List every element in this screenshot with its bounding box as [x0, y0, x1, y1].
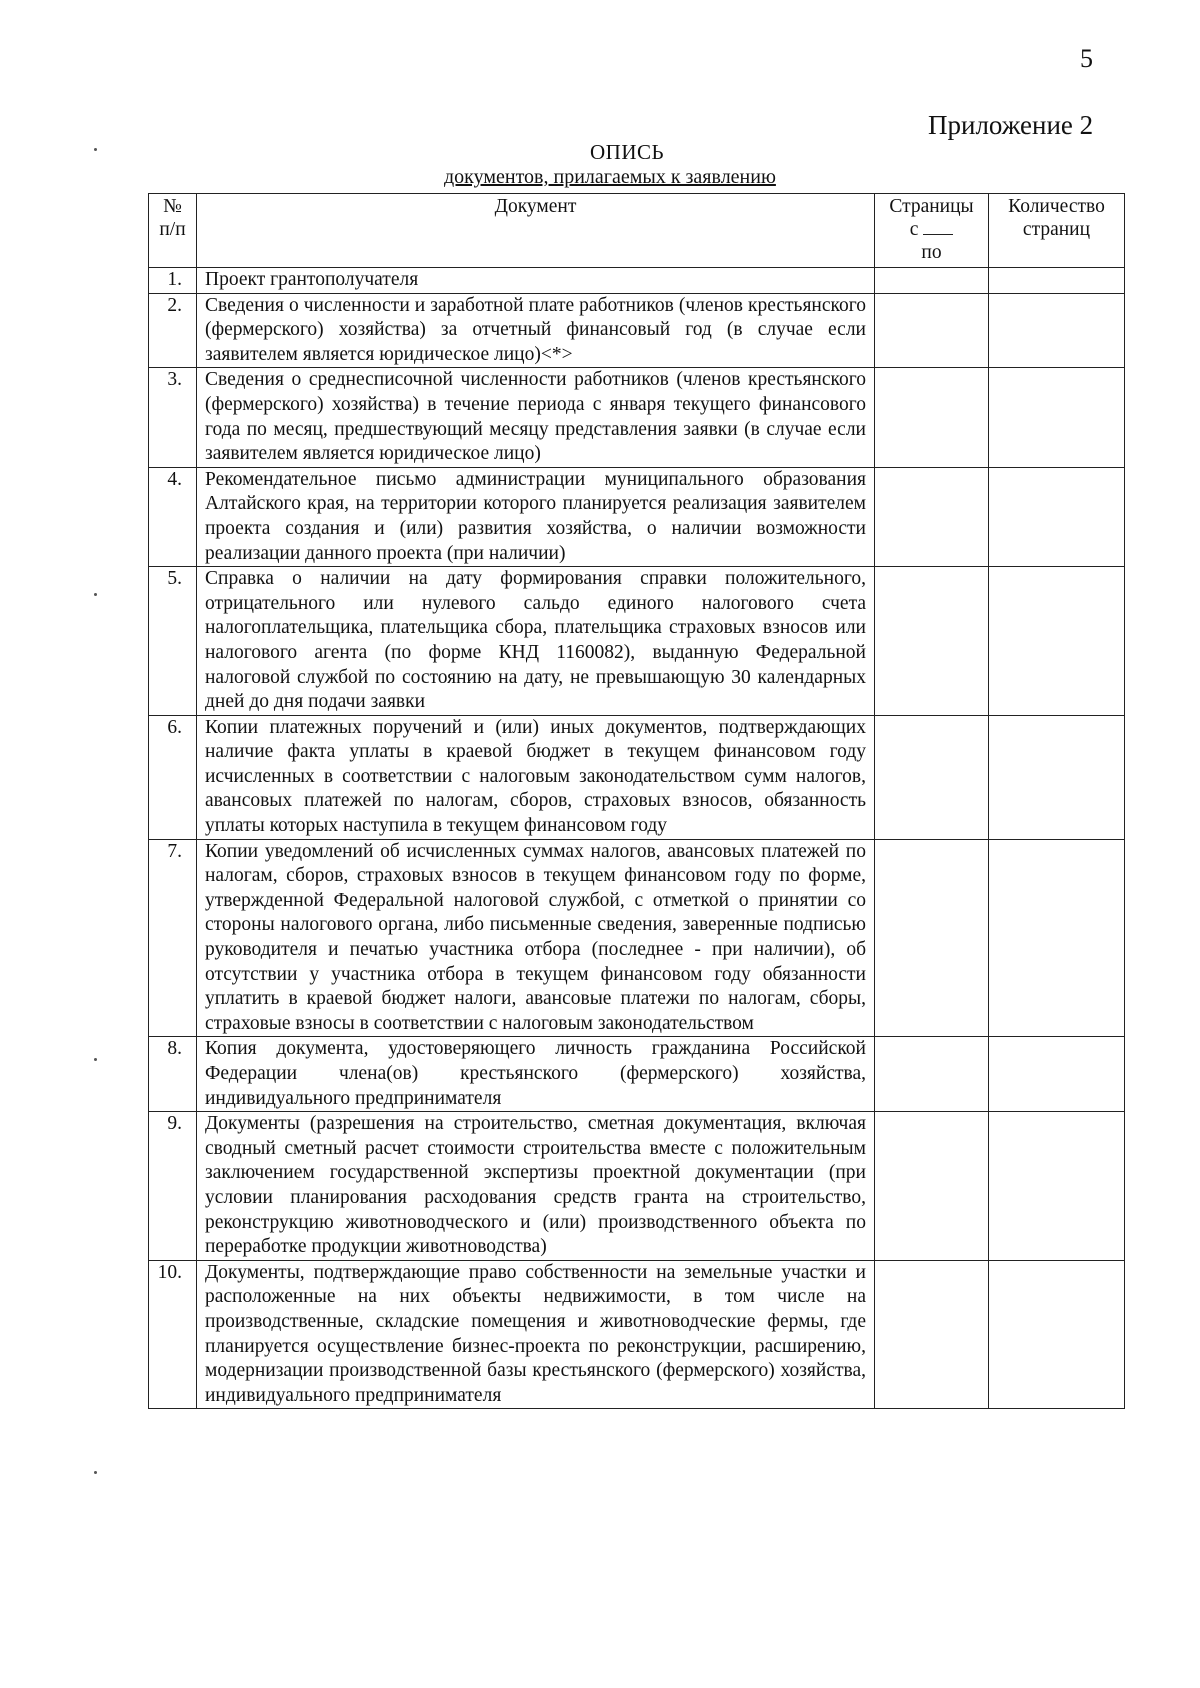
appendix-label: Приложение 2 — [928, 110, 1094, 140]
header-number-symbol: № — [163, 196, 182, 217]
row-number: 5. — [149, 567, 197, 716]
row-pages-cell[interactable] — [875, 467, 989, 566]
row-number: 3. — [149, 368, 197, 467]
row-document: Документы, подтверждающие право собственности на земельные участки и расположенные на них объекты недвижимости, в том числе на производственные, складские помещения и животноводческие фермы, где планируется осуществление бизнес-проекта по реконструкции, расширению, модернизации производственной базы крестьянского (фермерского) хозяйства, индивидуального предпринимателя — [197, 1260, 875, 1409]
row-page-count-cell[interactable] — [989, 1260, 1125, 1409]
document-title: ОПИСЬ — [590, 140, 665, 164]
table-row — [149, 839, 1125, 1037]
row-pages-cell[interactable] — [875, 1260, 989, 1409]
row-pages-cell[interactable] — [875, 293, 989, 368]
row-number: 7. — [149, 839, 197, 1037]
scan-speck — [94, 1058, 97, 1061]
row-page-count-cell[interactable] — [989, 715, 1125, 839]
scan-speck — [94, 1471, 97, 1474]
table-row — [149, 368, 1125, 467]
table-row — [149, 467, 1125, 566]
row-document: Копии платежных поручений и (или) иных документов, подтверждающих наличие факта уплаты в краевой бюджет в текущем финансовом году исчисленных в соответствии с налоговым законодательством сумм налогов, авансовых платежей по налогам, сборов, страховых взносов, обязанность уплаты которых наступила в текущем финансовом году — [197, 715, 875, 839]
blank-line — [923, 220, 953, 235]
table-row — [149, 715, 1125, 839]
header-number-abbrev: п/п — [159, 219, 186, 240]
row-document: Сведения о численности и заработной плате работников (членов крестьянского (фермерского) хозяйства) за отчетный финансовый год (в случае если заявителем является юридическое лицо)<*> — [197, 293, 875, 368]
row-document: Документы (разрешения на строительство, сметная документация, включая сводный сметный расчет стоимости строительства вместе с положительным заключением государственной экспертизы проектной документации (при условии планирования расходования средств гранта на строительство, реконструкцию животноводческого и (или) производственного объекта по переработке продукции животноводства) — [197, 1112, 875, 1261]
row-pages-cell[interactable] — [875, 567, 989, 716]
row-page-count-cell[interactable] — [989, 567, 1125, 716]
table-row — [149, 567, 1125, 716]
row-number: 4. — [149, 467, 197, 566]
table-body — [149, 268, 1125, 1409]
header-pages-label: Страницы — [889, 196, 974, 217]
table-header-row — [149, 194, 1125, 268]
header-pages-to: по — [921, 242, 942, 263]
row-page-count-cell[interactable] — [989, 839, 1125, 1037]
header-number — [149, 194, 197, 268]
row-number: 6. — [149, 715, 197, 839]
row-document: Рекомендательное письмо администрации муниципального образования Алтайского края, на территории которого планируется реализация заявителем проекта создания и (или) развития хозяйства, о наличии возможности реализации данного проекта (при наличии) — [197, 467, 875, 566]
row-document: Копии уведомлений об исчисленных суммах налогов, авансовых платежей по налогам, сборов, страховых взносов в текущем финансовом году по форме, утвержденной Федеральной налоговой службой, с отметкой о принятии со стороны налогового органа, либо письменные сведения, заверенные подписью руководителя и печатью участника отбора (последнее - при наличии), об отсутствии у участника отбора в текущем финансовом году обязанности уплатить в краевой бюджет налоги, авансовые платежи по налогам, сборы, страховые взносы в соответствии с налоговым законодательством — [197, 839, 875, 1037]
header-count-line1: Количество — [1008, 196, 1105, 217]
inventory-table — [148, 193, 1125, 1409]
row-pages-cell[interactable] — [875, 839, 989, 1037]
document-subtitle: документов, прилагаемых к заявлению — [444, 166, 776, 188]
header-count-line2: страниц — [1022, 219, 1091, 240]
row-pages-cell[interactable] — [875, 1112, 989, 1261]
row-document: Проект грантополучателя — [197, 268, 875, 294]
row-pages-cell[interactable] — [875, 715, 989, 839]
header-pages — [875, 194, 989, 268]
row-number: 8. — [149, 1037, 197, 1112]
row-document: Сведения о среднесписочной численности работников (членов крестьянского (фермерского) хозяйства) в течение периода с января текущего финансового года по месяц, предшествующий месяцу представления заявки (в случае если заявителем является юридическое лицо) — [197, 368, 875, 467]
row-number: 1. — [149, 268, 197, 294]
scan-speck — [94, 593, 97, 596]
table-row — [149, 293, 1125, 368]
header-pages-from — [875, 218, 988, 241]
page-number: 5 — [1080, 44, 1093, 73]
row-page-count-cell[interactable] — [989, 368, 1125, 467]
row-page-count-cell[interactable] — [989, 268, 1125, 294]
row-number: 9. — [149, 1112, 197, 1261]
table-row — [149, 268, 1125, 294]
header-pages-from-label: с — [909, 219, 919, 240]
header-page-count — [989, 194, 1125, 268]
row-number: 2. — [149, 293, 197, 368]
row-page-count-cell[interactable] — [989, 1037, 1125, 1112]
header-document: Документ — [197, 194, 875, 268]
table-row — [149, 1260, 1125, 1409]
row-document: Справка о наличии на дату формирования справки положительного, отрицательного или нулевого сальдо единого налогового счета налогоплательщика, плательщика сбора, плательщика страховых взносов или налогового агента (по форме КНД 1160082), выданную Федеральной налоговой службой по состоянию на дату, не превышающую 30 календарных дней до дня подачи заявки — [197, 567, 875, 716]
row-pages-cell[interactable] — [875, 368, 989, 467]
row-pages-cell[interactable] — [875, 268, 989, 294]
table-row — [149, 1037, 1125, 1112]
row-number: 10. — [149, 1260, 197, 1409]
table-row — [149, 1112, 1125, 1261]
row-pages-cell[interactable] — [875, 1037, 989, 1112]
scan-speck — [94, 148, 97, 151]
row-page-count-cell[interactable] — [989, 1112, 1125, 1261]
row-page-count-cell[interactable] — [989, 293, 1125, 368]
row-document: Копия документа, удостоверяющего личность гражданина Российской Федерации члена(ов) крестьянского (фермерского) хозяйства, индивидуального предпринимателя — [197, 1037, 875, 1112]
row-page-count-cell[interactable] — [989, 467, 1125, 566]
